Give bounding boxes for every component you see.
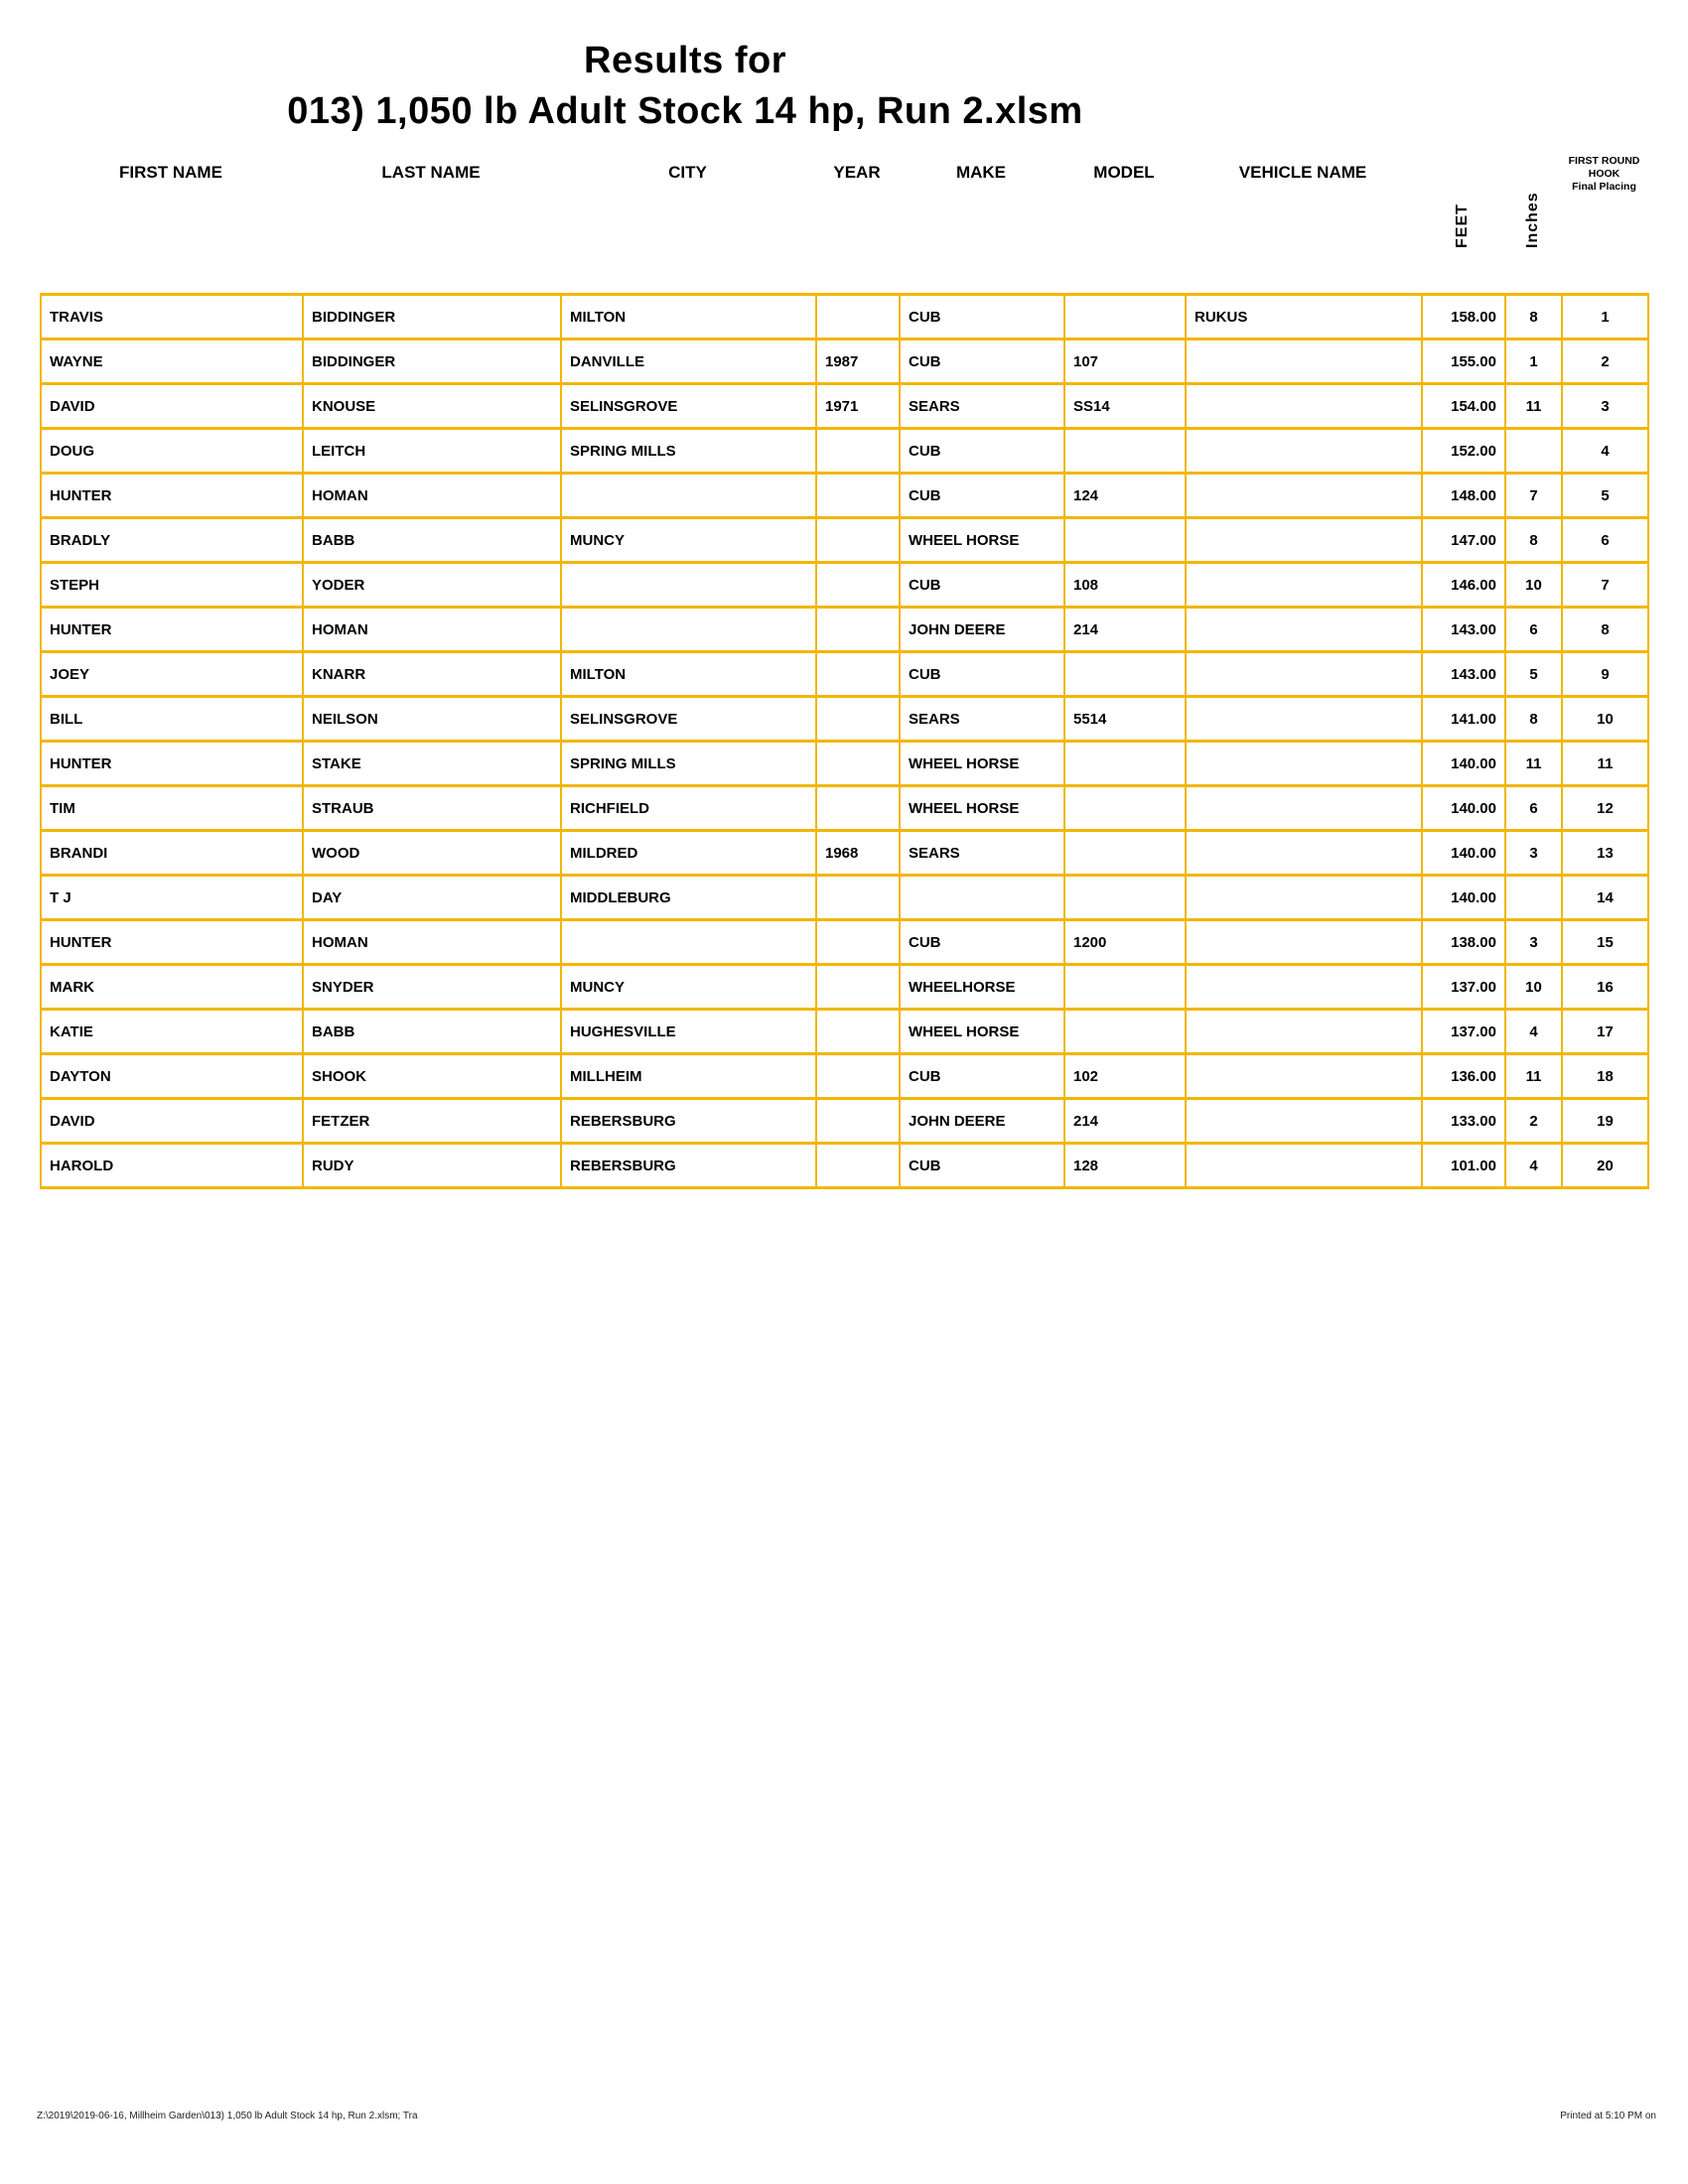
table-row	[41, 1010, 1648, 1054]
cell-city: SELINSGROVE	[561, 697, 816, 742]
cell-inches: 7	[1505, 474, 1562, 518]
cell-year	[816, 742, 900, 786]
cell-feet: 158.00	[1422, 295, 1505, 340]
column-header-first	[40, 149, 302, 293]
cell-city: SPRING MILLS	[561, 429, 816, 474]
cell-make: CUB	[900, 474, 1064, 518]
cell-place: 8	[1562, 608, 1648, 652]
cell-feet: 140.00	[1422, 742, 1505, 786]
table-row	[41, 697, 1648, 742]
title-block	[0, 40, 1370, 133]
cell-model: 214	[1064, 1099, 1186, 1144]
cell-feet: 140.00	[1422, 831, 1505, 876]
column-header-feet	[1421, 149, 1504, 293]
table-row	[41, 384, 1648, 429]
cell-vehicle	[1186, 965, 1422, 1010]
cell-feet: 155.00	[1422, 340, 1505, 384]
column-header-label: MAKE	[955, 163, 1007, 182]
page-title: Results for	[584, 40, 786, 81]
cell-make: CUB	[900, 429, 1064, 474]
cell-city: MILLHEIM	[561, 1054, 816, 1099]
cell-year	[816, 1144, 900, 1188]
column-header-label: VEHICLE NAME	[1238, 163, 1367, 182]
cell-make: SEARS	[900, 831, 1064, 876]
cell-vehicle	[1186, 474, 1422, 518]
cell-vehicle	[1186, 429, 1422, 474]
cell-city: MILDRED	[561, 831, 816, 876]
cell-first: HUNTER	[41, 474, 303, 518]
cell-year	[816, 786, 900, 831]
cell-year	[816, 295, 900, 340]
column-header-label: FEET	[1454, 204, 1471, 248]
table-row	[41, 876, 1648, 920]
cell-vehicle	[1186, 652, 1422, 697]
cell-place: 16	[1562, 965, 1648, 1010]
cell-make: JOHN DEERE	[900, 608, 1064, 652]
cell-place: 10	[1562, 697, 1648, 742]
cell-last: SNYDER	[303, 965, 561, 1010]
cell-year: 1987	[816, 340, 900, 384]
cell-model: 107	[1064, 340, 1186, 384]
cell-model	[1064, 786, 1186, 831]
cell-city: REBERSBURG	[561, 1099, 816, 1144]
column-header-place	[1561, 149, 1647, 293]
column-header-city	[560, 149, 815, 293]
cell-vehicle	[1186, 786, 1422, 831]
cell-inches: 3	[1505, 920, 1562, 965]
cell-model	[1064, 876, 1186, 920]
cell-first: BRANDI	[41, 831, 303, 876]
cell-feet: 140.00	[1422, 876, 1505, 920]
cell-place: 13	[1562, 831, 1648, 876]
header-line: FIRST ROUND	[1568, 155, 1640, 167]
table-row	[41, 965, 1648, 1010]
cell-place: 5	[1562, 474, 1648, 518]
cell-inches: 11	[1505, 384, 1562, 429]
table-row	[41, 1099, 1648, 1144]
header-line: Final Placing	[1572, 181, 1636, 193]
cell-inches: 6	[1505, 608, 1562, 652]
cell-make: WHEEL HORSE	[900, 742, 1064, 786]
cell-inches: 2	[1505, 1099, 1562, 1144]
cell-last: KNOUSE	[303, 384, 561, 429]
cell-make: CUB	[900, 920, 1064, 965]
column-header-label: LAST NAME	[381, 163, 481, 182]
table-row	[41, 295, 1648, 340]
cell-feet: 143.00	[1422, 608, 1505, 652]
cell-last: SHOOK	[303, 1054, 561, 1099]
cell-first: HAROLD	[41, 1144, 303, 1188]
cell-year: 1971	[816, 384, 900, 429]
cell-inches: 1	[1505, 340, 1562, 384]
cell-feet: 148.00	[1422, 474, 1505, 518]
cell-year	[816, 1010, 900, 1054]
cell-year	[816, 920, 900, 965]
cell-vehicle: RUKUS	[1186, 295, 1422, 340]
cell-place: 6	[1562, 518, 1648, 563]
table-row	[41, 831, 1648, 876]
table-row	[41, 608, 1648, 652]
cell-model: 1200	[1064, 920, 1186, 965]
cell-model: 124	[1064, 474, 1186, 518]
table-row	[41, 429, 1648, 474]
cell-model: SS14	[1064, 384, 1186, 429]
cell-year	[816, 965, 900, 1010]
cell-first: STEPH	[41, 563, 303, 608]
cell-year	[816, 608, 900, 652]
cell-place: 9	[1562, 652, 1648, 697]
cell-make: WHEEL HORSE	[900, 518, 1064, 563]
cell-year	[816, 518, 900, 563]
cell-make: CUB	[900, 340, 1064, 384]
cell-city: MUNCY	[561, 518, 816, 563]
page-subtitle: 013) 1,050 lb Adult Stock 14 hp, Run 2.xlsm	[287, 90, 1083, 132]
cell-model: 108	[1064, 563, 1186, 608]
table-row	[41, 742, 1648, 786]
table-row	[41, 1144, 1648, 1188]
cell-last: NEILSON	[303, 697, 561, 742]
cell-first: HUNTER	[41, 920, 303, 965]
cell-make: JOHN DEERE	[900, 1099, 1064, 1144]
column-header-label: MODEL	[1093, 163, 1155, 182]
column-header-last	[302, 149, 560, 293]
cell-inches: 4	[1505, 1010, 1562, 1054]
cell-vehicle	[1186, 563, 1422, 608]
cell-place: 7	[1562, 563, 1648, 608]
cell-model: 102	[1064, 1054, 1186, 1099]
cell-place: 19	[1562, 1099, 1648, 1144]
cell-model: 128	[1064, 1144, 1186, 1188]
cell-feet: 101.00	[1422, 1144, 1505, 1188]
cell-place: 4	[1562, 429, 1648, 474]
cell-last: HOMAN	[303, 474, 561, 518]
cell-model	[1064, 295, 1186, 340]
table-header-row	[40, 149, 1647, 293]
footer-printed-at: Printed at 5:10 PM on	[1560, 2111, 1656, 2121]
cell-make: WHEEL HORSE	[900, 1010, 1064, 1054]
cell-last: BIDDINGER	[303, 295, 561, 340]
cell-city: RICHFIELD	[561, 786, 816, 831]
results-table	[40, 293, 1649, 1189]
cell-model	[1064, 831, 1186, 876]
cell-last: BABB	[303, 518, 561, 563]
cell-city: DANVILLE	[561, 340, 816, 384]
cell-vehicle	[1186, 518, 1422, 563]
cell-feet: 137.00	[1422, 1010, 1505, 1054]
cell-make: WHEEL HORSE	[900, 786, 1064, 831]
cell-year: 1968	[816, 831, 900, 876]
cell-vehicle	[1186, 1144, 1422, 1188]
cell-first: TRAVIS	[41, 295, 303, 340]
table-row	[41, 920, 1648, 965]
cell-city: MILTON	[561, 295, 816, 340]
cell-feet: 143.00	[1422, 652, 1505, 697]
cell-vehicle	[1186, 697, 1422, 742]
cell-last: RUDY	[303, 1144, 561, 1188]
cell-last: HOMAN	[303, 608, 561, 652]
cell-place: 14	[1562, 876, 1648, 920]
cell-inches: 11	[1505, 742, 1562, 786]
cell-model	[1064, 429, 1186, 474]
cell-place: 18	[1562, 1054, 1648, 1099]
cell-model: 214	[1064, 608, 1186, 652]
cell-model	[1064, 742, 1186, 786]
table-row	[41, 518, 1648, 563]
cell-inches: 5	[1505, 652, 1562, 697]
cell-year	[816, 876, 900, 920]
cell-place: 17	[1562, 1010, 1648, 1054]
cell-place: 11	[1562, 742, 1648, 786]
cell-feet: 138.00	[1422, 920, 1505, 965]
cell-inches	[1505, 429, 1562, 474]
cell-first: TIM	[41, 786, 303, 831]
table-row	[41, 474, 1648, 518]
cell-place: 15	[1562, 920, 1648, 965]
cell-model	[1064, 1010, 1186, 1054]
cell-last: HOMAN	[303, 920, 561, 965]
cell-place: 2	[1562, 340, 1648, 384]
cell-place: 1	[1562, 295, 1648, 340]
cell-year	[816, 1099, 900, 1144]
cell-make: SEARS	[900, 384, 1064, 429]
cell-model: 5514	[1064, 697, 1186, 742]
cell-vehicle	[1186, 340, 1422, 384]
column-header-model	[1063, 149, 1185, 293]
cell-first: HUNTER	[41, 742, 303, 786]
column-header-label	[1569, 155, 1640, 194]
cell-last: STAKE	[303, 742, 561, 786]
cell-vehicle	[1186, 1010, 1422, 1054]
cell-make: CUB	[900, 1144, 1064, 1188]
cell-city: MILTON	[561, 652, 816, 697]
table-row	[41, 340, 1648, 384]
cell-inches: 4	[1505, 1144, 1562, 1188]
cell-last: STRAUB	[303, 786, 561, 831]
column-header-make	[899, 149, 1063, 293]
column-header-label: CITY	[668, 163, 707, 182]
cell-vehicle	[1186, 1099, 1422, 1144]
cell-inches: 11	[1505, 1054, 1562, 1099]
cell-first: DAYTON	[41, 1054, 303, 1099]
cell-year	[816, 474, 900, 518]
table-row	[41, 1054, 1648, 1099]
cell-vehicle	[1186, 876, 1422, 920]
cell-inches: 10	[1505, 563, 1562, 608]
cell-place: 20	[1562, 1144, 1648, 1188]
cell-model	[1064, 518, 1186, 563]
cell-model	[1064, 652, 1186, 697]
cell-vehicle	[1186, 831, 1422, 876]
cell-feet: 152.00	[1422, 429, 1505, 474]
cell-make: CUB	[900, 1054, 1064, 1099]
cell-last: FETZER	[303, 1099, 561, 1144]
cell-inches: 10	[1505, 965, 1562, 1010]
cell-vehicle	[1186, 920, 1422, 965]
table-row	[41, 652, 1648, 697]
cell-inches	[1505, 876, 1562, 920]
cell-first: JOEY	[41, 652, 303, 697]
cell-first: WAYNE	[41, 340, 303, 384]
column-header-vehicle	[1185, 149, 1421, 293]
cell-first: HUNTER	[41, 608, 303, 652]
cell-city: MUNCY	[561, 965, 816, 1010]
cell-last: LEITCH	[303, 429, 561, 474]
cell-make: CUB	[900, 295, 1064, 340]
cell-year	[816, 429, 900, 474]
column-header-label: FIRST NAME	[119, 163, 222, 182]
table-row	[41, 563, 1648, 608]
cell-first: T J	[41, 876, 303, 920]
cell-vehicle	[1186, 608, 1422, 652]
cell-make: WHEELHORSE	[900, 965, 1064, 1010]
cell-last: KNARR	[303, 652, 561, 697]
cell-city: REBERSBURG	[561, 1144, 816, 1188]
column-header-label: YEAR	[833, 163, 881, 182]
cell-make: CUB	[900, 652, 1064, 697]
cell-feet: 140.00	[1422, 786, 1505, 831]
cell-city	[561, 474, 816, 518]
cell-year	[816, 652, 900, 697]
cell-vehicle	[1186, 384, 1422, 429]
cell-city: MIDDLEBURG	[561, 876, 816, 920]
cell-first: BILL	[41, 697, 303, 742]
footer-file-path: Z:\2019\2019-06-16, Millheim Garden\013) 1,050 lb Adult Stock 14 hp, Run 2.xlsm; Tra	[37, 2111, 418, 2121]
cell-inches: 8	[1505, 518, 1562, 563]
cell-feet: 133.00	[1422, 1099, 1505, 1144]
cell-make	[900, 876, 1064, 920]
cell-inches: 8	[1505, 697, 1562, 742]
cell-city	[561, 920, 816, 965]
cell-last: DAY	[303, 876, 561, 920]
cell-city: SPRING MILLS	[561, 742, 816, 786]
cell-feet: 146.00	[1422, 563, 1505, 608]
cell-last: BIDDINGER	[303, 340, 561, 384]
cell-place: 3	[1562, 384, 1648, 429]
cell-first: KATIE	[41, 1010, 303, 1054]
cell-year	[816, 697, 900, 742]
cell-place: 12	[1562, 786, 1648, 831]
cell-feet: 141.00	[1422, 697, 1505, 742]
column-header-inches	[1504, 149, 1561, 293]
cell-year	[816, 563, 900, 608]
cell-vehicle	[1186, 742, 1422, 786]
cell-model	[1064, 965, 1186, 1010]
cell-feet: 136.00	[1422, 1054, 1505, 1099]
cell-city: HUGHESVILLE	[561, 1010, 816, 1054]
cell-vehicle	[1186, 1054, 1422, 1099]
table-row	[41, 786, 1648, 831]
cell-year	[816, 1054, 900, 1099]
cell-last: BABB	[303, 1010, 561, 1054]
cell-city	[561, 608, 816, 652]
cell-first: BRADLY	[41, 518, 303, 563]
cell-last: YODER	[303, 563, 561, 608]
cell-city: SELINSGROVE	[561, 384, 816, 429]
cell-first: DAVID	[41, 1099, 303, 1144]
column-header-label: Inches	[1523, 192, 1541, 248]
cell-inches: 6	[1505, 786, 1562, 831]
cell-feet: 137.00	[1422, 965, 1505, 1010]
cell-first: DOUG	[41, 429, 303, 474]
cell-first: MARK	[41, 965, 303, 1010]
cell-inches: 8	[1505, 295, 1562, 340]
cell-last: WOOD	[303, 831, 561, 876]
header-line: HOOK	[1588, 168, 1620, 180]
cell-make: SEARS	[900, 697, 1064, 742]
cell-feet: 154.00	[1422, 384, 1505, 429]
column-header-year	[815, 149, 899, 293]
cell-city	[561, 563, 816, 608]
cell-feet: 147.00	[1422, 518, 1505, 563]
cell-first: DAVID	[41, 384, 303, 429]
cell-inches: 3	[1505, 831, 1562, 876]
cell-make: CUB	[900, 563, 1064, 608]
